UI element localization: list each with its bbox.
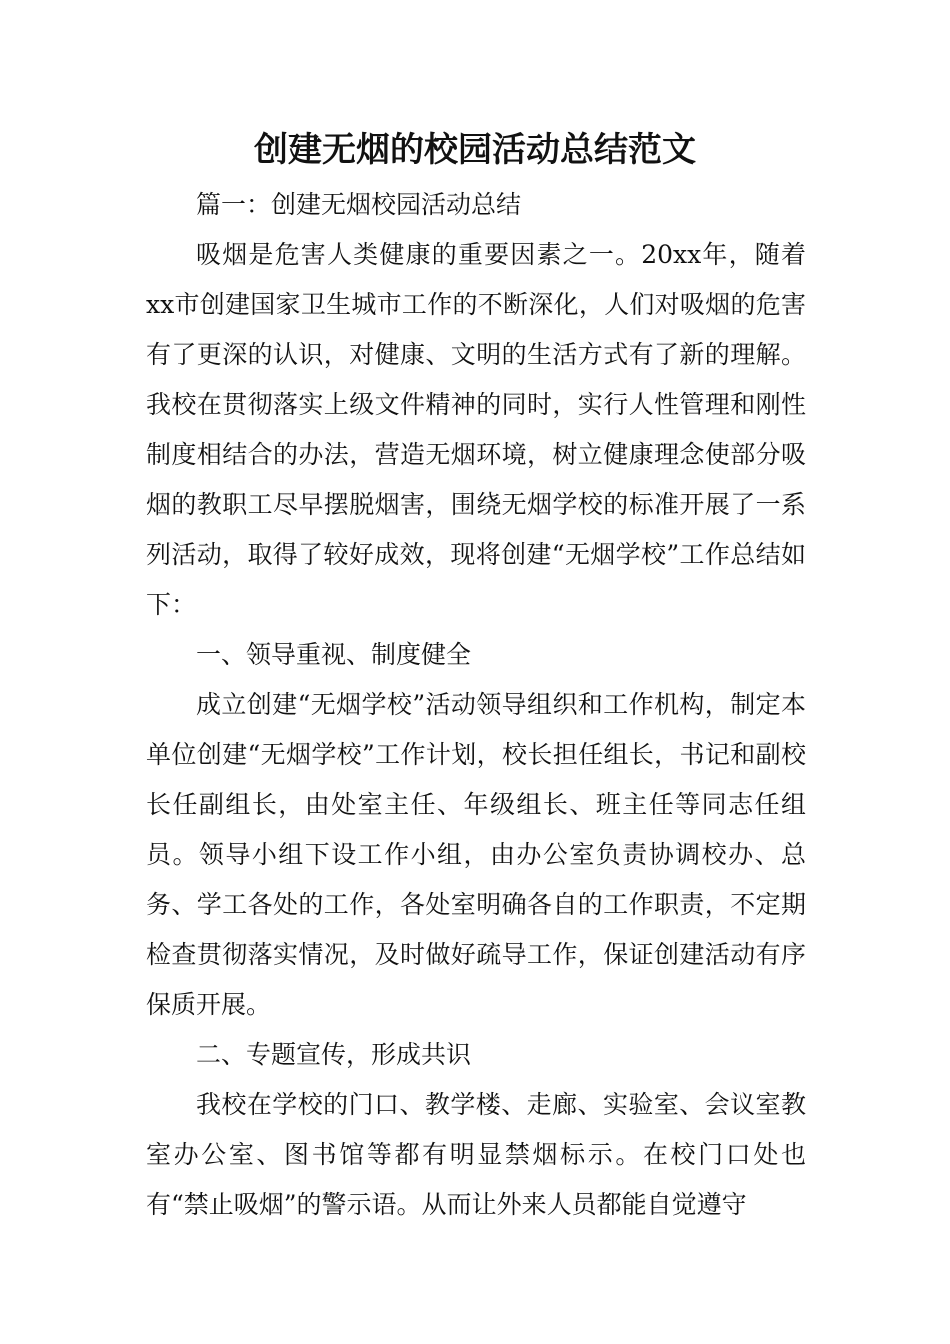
section-heading-leadership: 一、领导重视、制度健全 [196, 640, 472, 669]
leadership-paragraph: 成立创建“无烟学校”活动领导组织和工作机构，制定本单位创建“无烟学校”工作计划，校长担任组长，书记和副校长任副组长，由处室主任、年级组长、班主任等同志任组员。领导小组下设工作小组，由办公室负责协调校办、总务、学工各处的工作，各处室明确各自的工作职责，不定期检查贯彻落实情况，及时做好疏导工作，保证创建活动有序保质开展。 [146, 690, 806, 1019]
intro-paragraph: 吸烟是危害人类健康的重要因素之一。20xx年，随着xx市创建国家卫生城市工作的不断深化，人们对吸烟的危害有了更深的认识，对健康、文明的生活方式有了新的理解。我校在贯彻落实上级文件精神的同时，实行人性管理和刚性制度相结合的办法，营造无烟环境，树立健康理念使部分吸烟的教职工尽早摆脱烟害，围绕无烟学校的标准开展了一系列活动，取得了较好成效，现将创建“无烟学校”工作总结如下： [146, 240, 806, 619]
document-body [146, 180, 806, 1230]
section-heading-part-one: 篇一：创建无烟校园活动总结 [196, 190, 522, 219]
section-heading-publicity: 二、专题宣传，形成共识 [196, 1040, 472, 1069]
document-title: 创建无烟的校园活动总结范文 [254, 130, 696, 170]
publicity-paragraph: 我校在学校的门口、教学楼、走廊、实验室、会议室教室办公室、图书馆等都有明显禁烟标示。在校门口处也有“禁止吸烟”的警示语。从而让外来人员都能自觉遵守 [146, 1090, 806, 1219]
